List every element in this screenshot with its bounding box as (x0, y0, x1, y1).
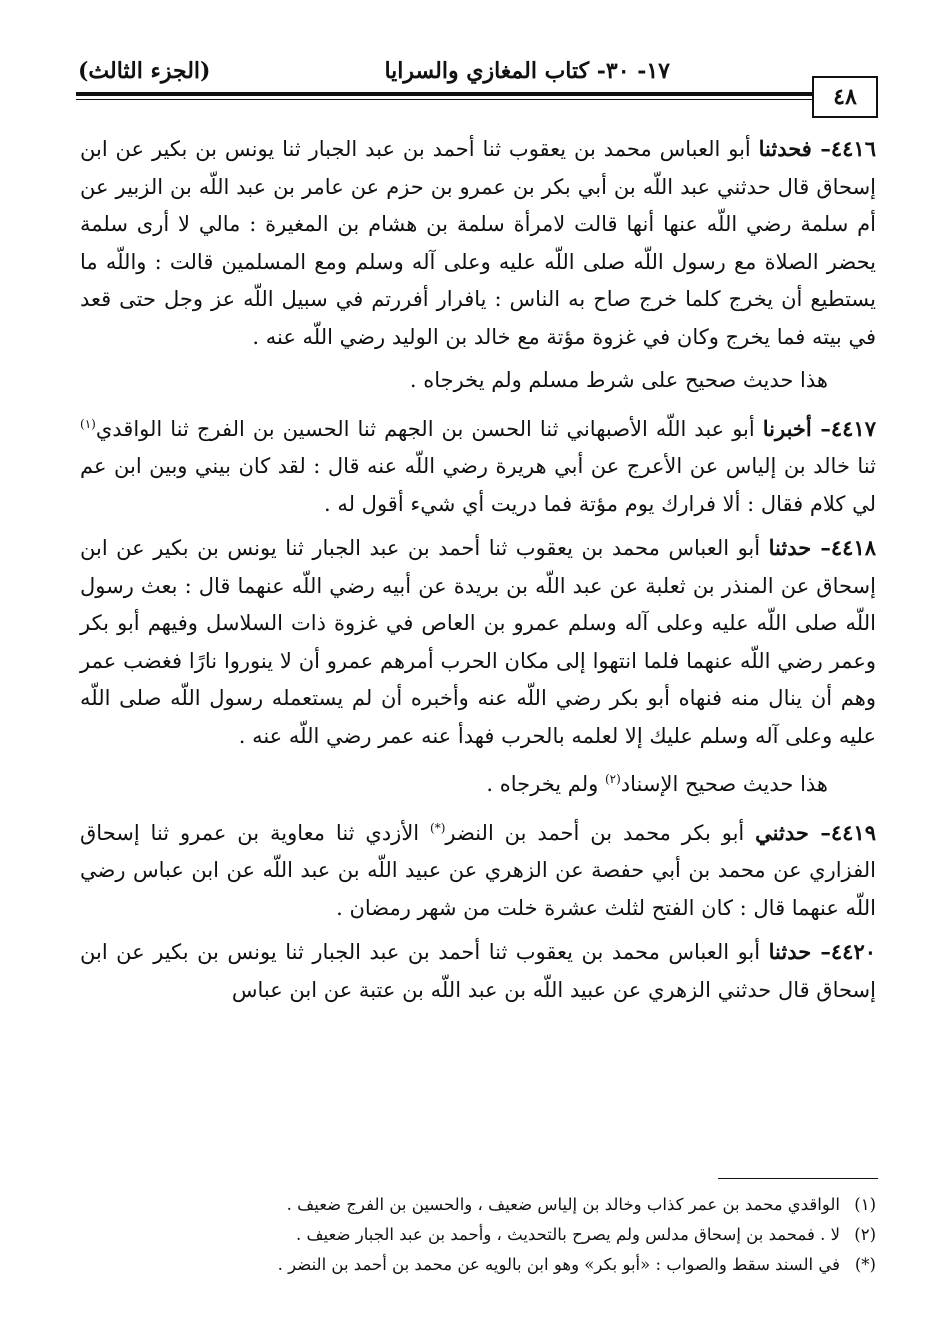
footnote-separator (718, 1178, 878, 1179)
footnote-ref: (١) (80, 416, 96, 431)
hadith-number: ٤٤١٧ (830, 415, 876, 441)
hadith-lead-word: أخبرنا (762, 415, 812, 441)
header-rule-thick (76, 92, 876, 96)
chapter-title: ١٧- ٣٠- كتاب المغازي والسرايا (384, 58, 670, 84)
hadith-verdict (80, 362, 876, 400)
hadith-number: ٤٤١٩ (830, 819, 876, 845)
footnote-mark: (٢) (854, 1225, 876, 1244)
main-text (80, 130, 876, 1015)
hadith-lead-word: حدثنا (768, 535, 812, 560)
hadith-number: ٤٤١٨ (830, 535, 877, 560)
hadith-lead-word: حدثني (755, 819, 809, 845)
footnote-ref: (٢) (604, 772, 621, 786)
hadith-text-cont: ثنا خالد بن إلياس عن الأعرج عن أبي هريرة رضي اللّه عنه قال : لقد كان بيني وبين ابن عم لي كلام فقال : ألا فرارك يوم مؤتة فما دريت أي شيء أقول له . (80, 454, 876, 516)
hadith-text: أبو العباس محمد بن يعقوب ثنا أحمد بن عبد الجبار ثنا يونس بن بكير عن ابن إسحاق عن المنذر بن ثعلبة عن عبد اللّه بن بريدة عن أبيه رضي اللّه عنهما قال : بعث رسول اللّه صلى اللّه عليه وعلى آله وسلم عمرو بن العاص في غزوة ذات السلاسل وفيهم أبو بكر وعمر رضي اللّه عنهما فلما انتهوا إلى مكان الحرب أمرهم عمرو أن لا ينوروا نارًا فغضب عمر وهم أن ينال منه فنهاه أبو بكر رضي اللّه عنه وأخبره أن لم يستعمله رسول اللّه صلى اللّه عليه وعلى آله وسلم عليك إلا لعلمه بالحرب فهدأ عنه عمر رضي اللّه عنه . (80, 536, 876, 748)
hadith-text: أبو عبد اللّه الأصبهاني ثنا الحسن بن الجهم ثنا الحسين بن الفرج ثنا الواقدي (95, 416, 755, 441)
footnote-2 (80, 1220, 876, 1250)
hadith-lead-word: فحدثنا (758, 136, 812, 161)
page-number: ٤٨ (812, 76, 878, 118)
footnote-mark: (١) (854, 1195, 876, 1214)
header-rule-thin (76, 99, 876, 100)
hadith-number: ٤٤١٦ (830, 136, 876, 161)
footnote-mark: (*) (854, 1255, 876, 1274)
hadith-lead-word: حدثنا (768, 939, 812, 964)
page-header (70, 54, 880, 94)
hadith-4417: ٤٤١٧– أخبرنا أبو عبد اللّه الأصبهاني ثنا الحسن بن الجهم ثنا الحسين بن الفرج ثنا الواقدي$^{(١)}$ ثنا خالد بن إلياس عن الأعرج عن أبي هريرة رضي اللّه عنه قال : لقد كان بيني وبين ابن عم لي كلام فقال : ألا فرارك يوم مؤتة فما دريت أي شيء أقول له . (80, 415, 876, 516)
footnote-text: لا . فمحمد بن إسحاق مدلس ولم يصرح بالتحديث ، وأحمد بن عبد الجبار ضعيف . (295, 1225, 840, 1244)
hadith-4416: ٤٤١٦– فحدثنا أبو العباس محمد بن يعقوب ثنا أحمد بن عبد الجبار ثنا يونس بن بكير عن ابن إسحاق قال حدثني عبد اللّه بن أبي بكر بن عمرو بن حزم عن عامر بن عبد اللّه بن الزبير عن أم سلمة رضي اللّه عنها أنها قالت لامرأة سلمة بن هشام بن المغيرة : مالي لا أرى سلمة يحضر الصلاة مع رسول اللّه صلى اللّه عليه وعلى آله وسلم ومع المسلمين قالت : واللّه ما يستطيع أن يخرج كلما خرج صاح به الناس : يافرار أفررتم في سبيل اللّه عز وجل حتى قعد في بيته فما يخرج وكان في غزوة مؤتة مع خالد بن الوليد رضي اللّه عنه . (80, 136, 876, 349)
hadith-text: أبو بكر محمد بن أحمد بن النضر (445, 820, 745, 845)
hadith-text: أبو العباس محمد بن يعقوب ثنا أحمد بن عبد الجبار ثنا يونس بن بكير عن ابن إسحاق قال حدثني الزهري عن عبيد اللّه بن عبد اللّه بن عتبة عن ابن عباس (80, 940, 876, 1002)
hadith-number: ٤٤٢٠ (830, 939, 877, 964)
hadith-4420: ٤٤٢٠– حدثنا أبو العباس محمد بن يعقوب ثنا أحمد بن عبد الجبار ثنا يونس بن بكير عن ابن إسحاق قال حدثني الزهري عن عبيد اللّه بن عبد اللّه بن عتبة عن ابن عباس (80, 939, 877, 1002)
footnote-1 (80, 1190, 876, 1220)
volume-label: (الجزء الثالث) (78, 58, 211, 84)
footnote-ref: (*) (430, 820, 446, 835)
verdict-text: هذا حديث صحيح الإسناد (620, 772, 828, 796)
hadith-text: أبو العباس محمد بن يعقوب ثنا أحمد بن عبد الجبار ثنا يونس بن بكير عن ابن إسحاق قال حدثني عبد اللّه بن أبي بكر بن عمرو بن حزم عن عامر بن عبد اللّه بن الزبير عن أم سلمة رضي اللّه عنها أنها قالت لامرأة سلمة بن هشام بن المغيرة : مالي لا أرى سلمة يحضر الصلاة مع رسول اللّه صلى اللّه عليه وعلى آله وسلم ومع المسلمين قالت : واللّه ما يستطيع أن يخرج كلما خرج صاح به الناس : يافرار أفررتم في سبيل اللّه عز وجل حتى قعد في بيته فما يخرج وكان في غزوة مؤتة مع خالد بن الوليد رضي اللّه عنه . (80, 137, 876, 349)
verdict-text: هذا حديث صحيح على شرط مسلم ولم يخرجاه . (409, 368, 828, 392)
hadith-text-cont: الأزدي ثنا معاوية بن عمرو ثنا إسحاق الفزاري عن محمد بن أبي حفصة عن الزهري عن عبيد اللّه بن عبد اللّه عن ابن عباس رضي اللّه عنهما قال : كان الفتح لثلث عشرة خلت من شهر رمضان . (80, 820, 877, 920)
footnote-text: في السند سقط والصواب : «أبو بكر» وهو ابن بالويه عن محمد بن أحمد بن النضر . (277, 1255, 840, 1274)
footnotes (80, 1190, 876, 1280)
verdict-text-cont: ولم يخرجاه . (486, 772, 605, 796)
hadith-verdict (80, 761, 876, 804)
hadith-4419: ٤٤١٩– حدثني أبو بكر محمد بن أحمد بن النضر(*) الأزدي ثنا معاوية بن عمرو ثنا إسحاق الفزاري عن محمد بن أبي حفصة عن الزهري عن عبيد اللّه بن عبد اللّه عن ابن عباس رضي اللّه عنهما قال : كان الفتح لثلث عشرة خلت من شهر رمضان . (80, 819, 877, 920)
footnote-text: الواقدي محمد بن عمر كذاب وخالد بن إلياس ضعيف ، والحسين بن الفرج ضعيف . (286, 1195, 840, 1214)
footnote-star (80, 1250, 876, 1280)
hadith-4418: ٤٤١٨– حدثنا أبو العباس محمد بن يعقوب ثنا أحمد بن عبد الجبار ثنا يونس بن بكير عن ابن إسحاق عن المنذر بن ثعلبة عن عبد اللّه بن بريدة عن أبيه رضي اللّه عنهما قال : بعث رسول اللّه صلى اللّه عليه وعلى آله وسلم عمرو بن العاص في غزوة ذات السلاسل وفيهم أبو بكر وعمر رضي اللّه عنهما فلما انتهوا إلى مكان الحرب أمرهم عمرو أن لا ينوروا نارًا فغضب عمر وهم أن ينال منه فنهاه أبو بكر رضي اللّه عنه وأخبره أن لم يستعمله رسول اللّه صلى اللّه عليه وعلى آله وسلم عليك إلا لعلمه بالحرب فهدأ عنه عمر رضي اللّه عنه . (80, 535, 877, 748)
